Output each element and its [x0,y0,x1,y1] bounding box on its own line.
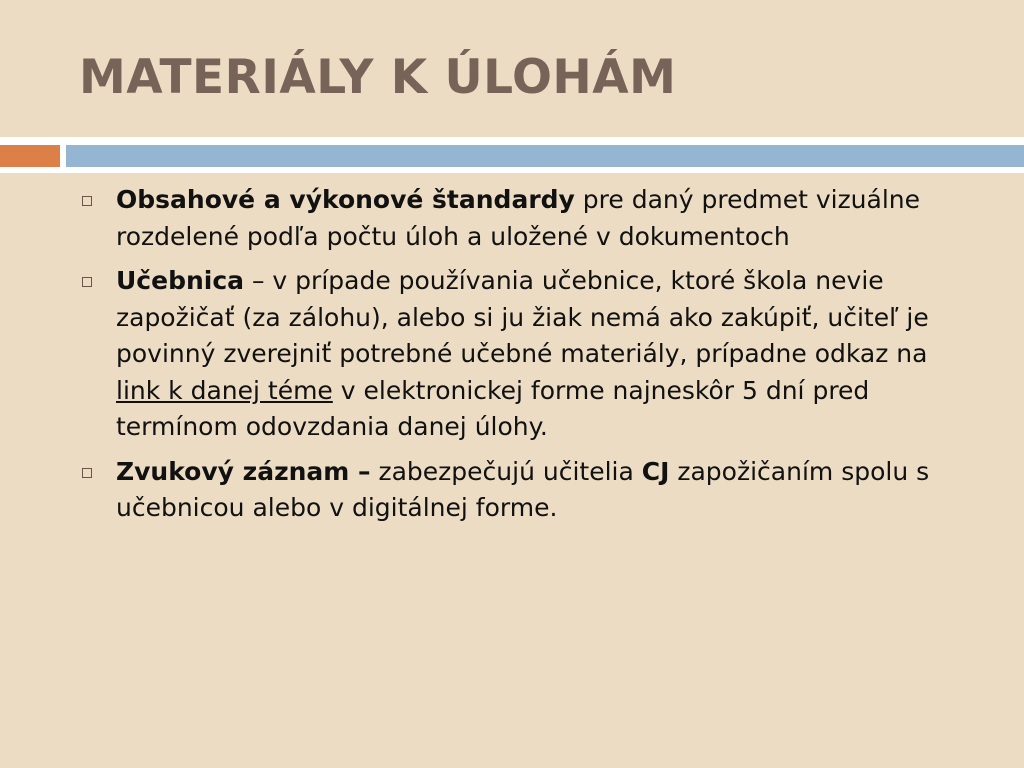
bullet-list [116,182,976,535]
bullet-bold-lead: Zvukový záznam – [116,456,371,486]
square-bullet-icon [82,468,92,478]
divider-accent-blue [66,145,1024,167]
bullet-text: pre daný predmet vizuálne rozdelené podľa počtu úloh a uložené v dokumentoch [116,185,921,251]
bullet-bold-lead: Obsahové a výkonové štandardy [116,185,575,214]
bullet-item-audio [116,454,976,527]
square-bullet-icon [82,196,92,206]
divider-accent-orange [0,145,60,167]
bullet-bold-mid: CJ [641,456,670,486]
bullet-bold-lead: Učebnica [116,266,245,295]
square-bullet-icon [82,277,92,287]
topic-link[interactable]: link k danej téme [116,375,333,405]
bullet-item-textbook [116,263,976,446]
bullet-text: – v prípade používania učebnice, ktoré škola nevie zapožičať (za zálohu), alebo si ju žiak nemá ako zakúpiť, učiteľ je povinný zverejniť potrebné učebné materiály, prípadne odkaz na [116,266,929,368]
bullet-text: zapožičaním spolu s učebnicou alebo v digitálnej forme. [116,456,930,522]
bullet-text: zabezpečujú učitelia [370,456,642,486]
slide-title: MATERIÁLY K ÚLOHÁM [79,50,677,105]
bullet-item-standards [116,182,976,255]
bullet-text: v elektronickej forme najneskôr 5 dní pred termínom odovzdania danej úlohy. [116,375,870,441]
